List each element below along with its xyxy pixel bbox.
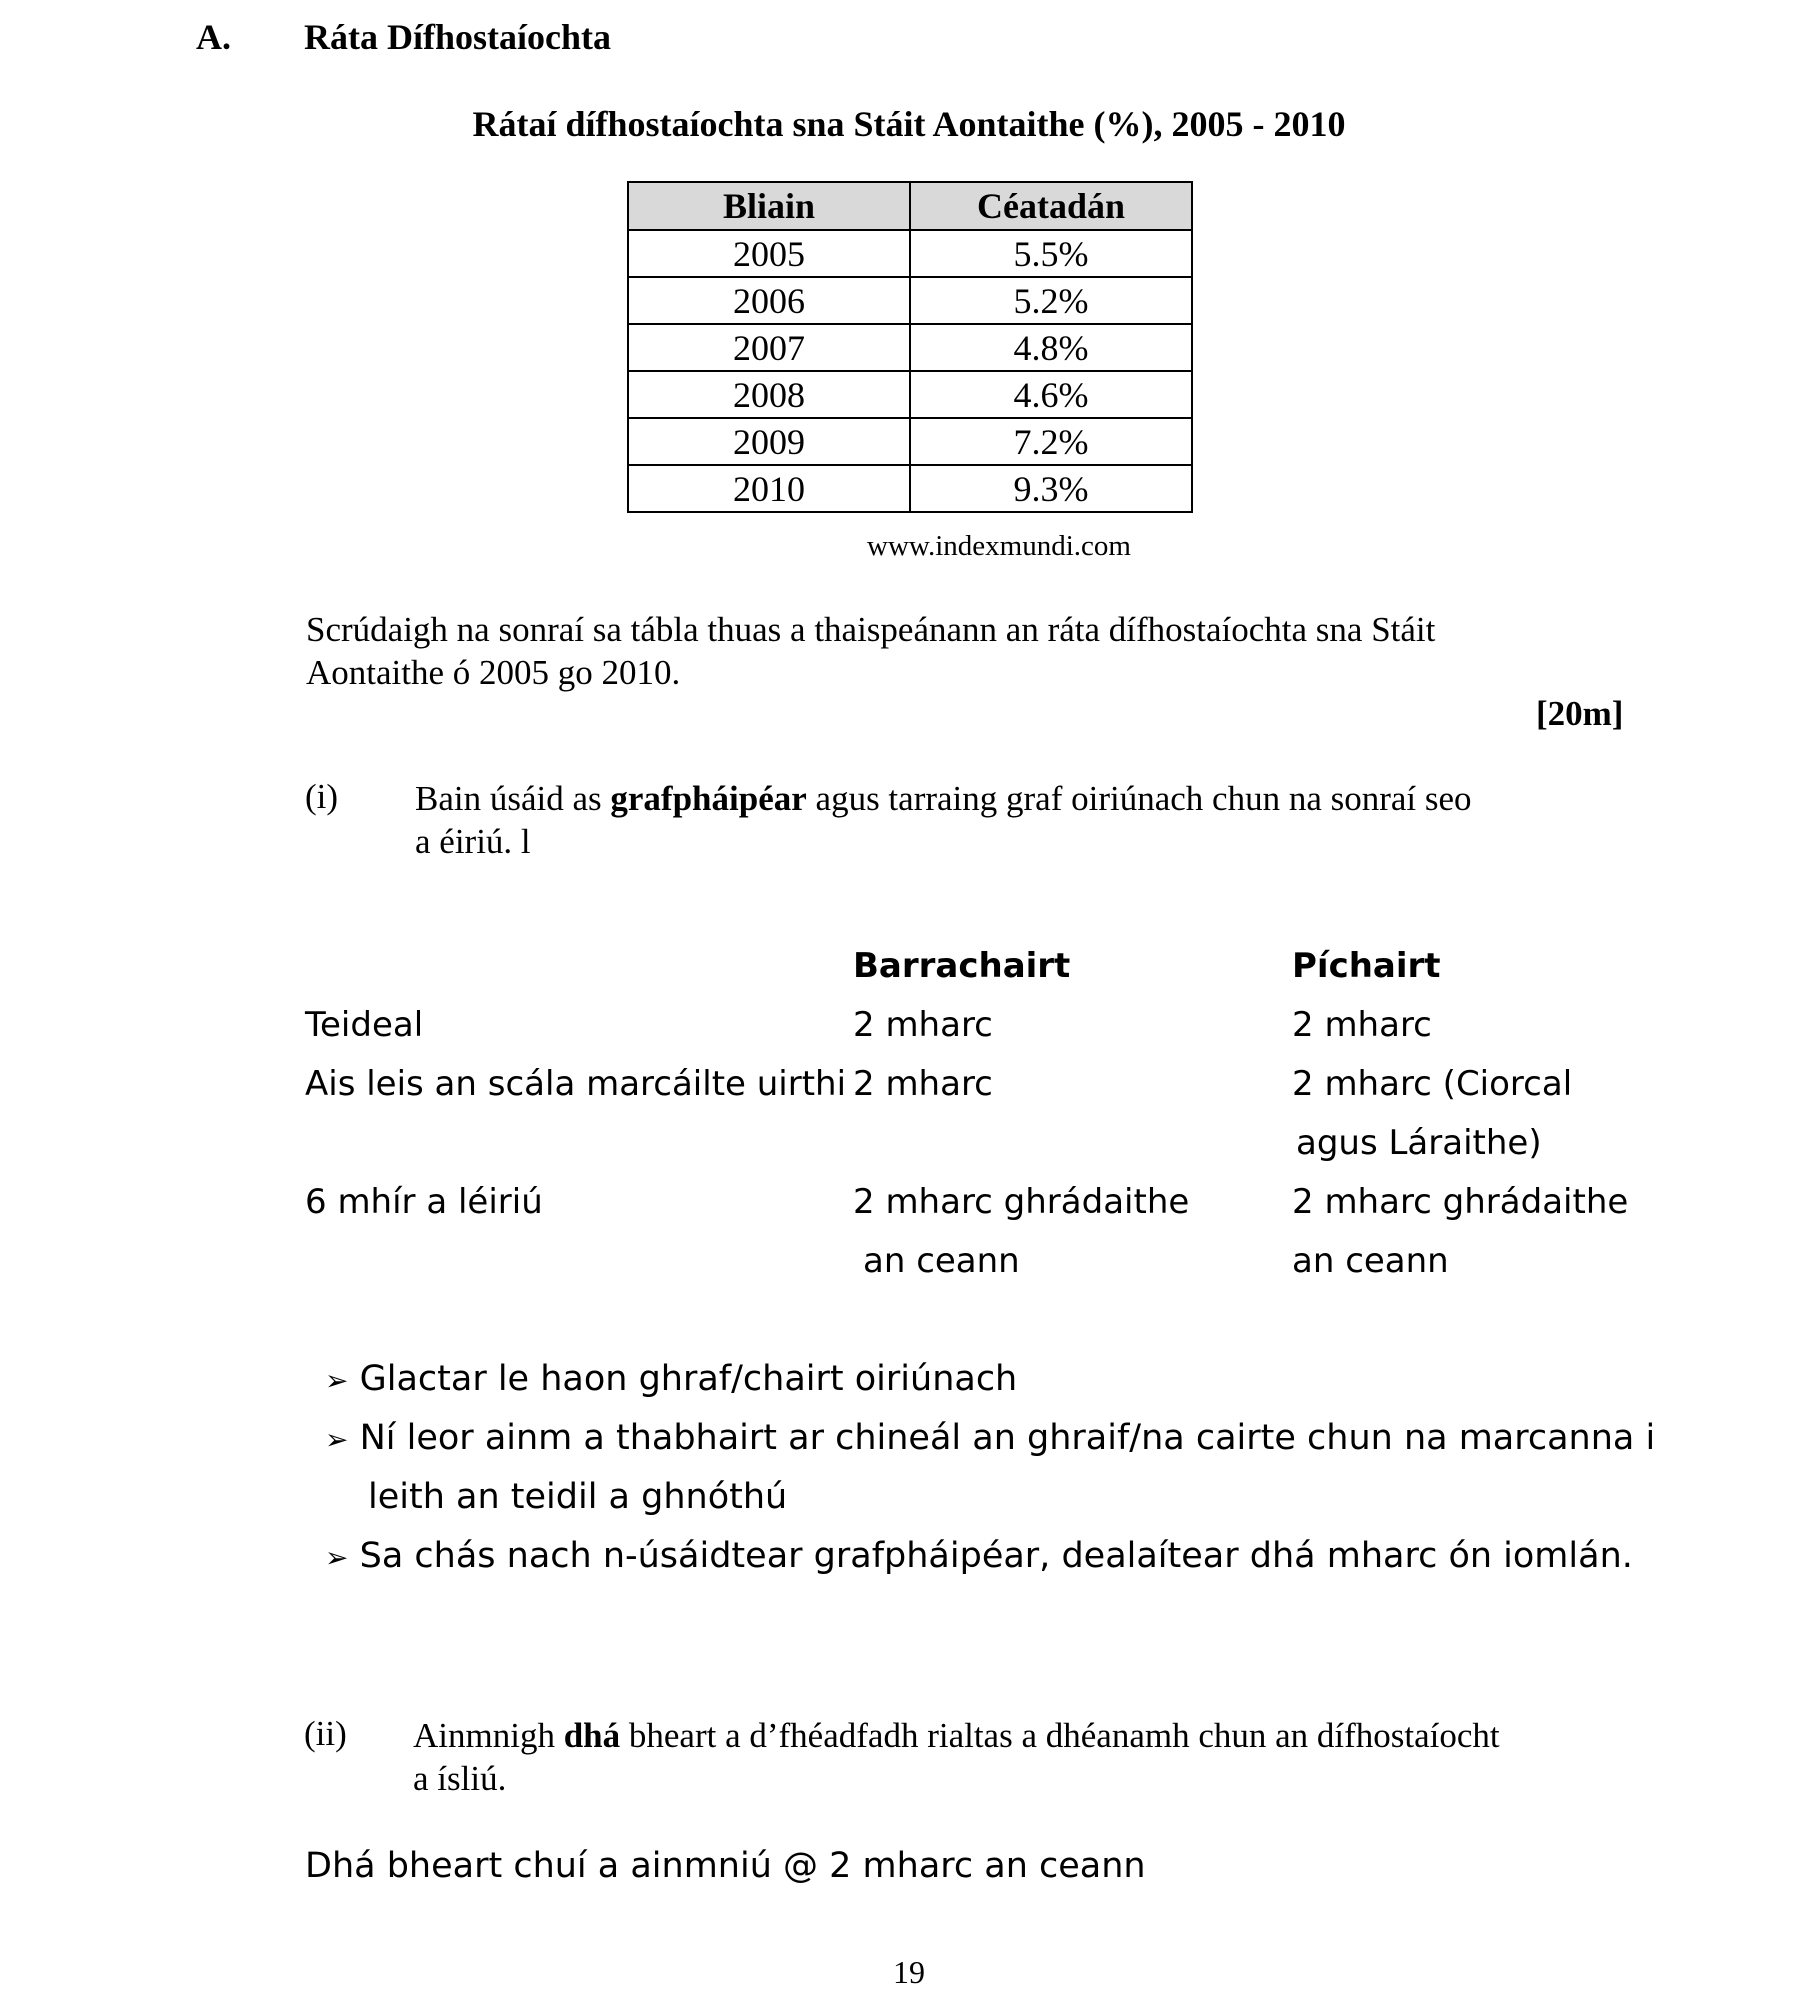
table-row xyxy=(628,465,1192,512)
percentage-cell: 7.2% xyxy=(910,418,1192,465)
question-i-line-2: a éiriú. l xyxy=(415,822,531,861)
year-cell: 2006 xyxy=(628,277,910,324)
bullet-text: Glactar le haon ghraf/chairt oiriúnach xyxy=(359,1359,1018,1399)
column-header-year: Bliain xyxy=(628,182,910,230)
question-i-text-before: Bain úsáid as xyxy=(415,779,611,818)
question-i-line-1 xyxy=(415,777,1615,820)
year-cell: 2008 xyxy=(628,371,910,418)
table-row xyxy=(628,418,1192,465)
percentage-cell: 4.8% xyxy=(910,324,1192,371)
question-i-number: (i) xyxy=(305,777,339,816)
question-i-text-after: agus tarraing graf oiriúnach chun na sonraí seo xyxy=(806,779,1472,818)
arrow-bullet-icon: ➢ xyxy=(325,1364,349,1397)
scheme-header-pie: Píchairt xyxy=(1292,946,1441,986)
question-ii-text xyxy=(413,1714,1613,1800)
percentage-cell: 4.6% xyxy=(910,371,1192,418)
answer-guideline: Dhá bheart chuí a ainmniú @ 2 mharc an ceann xyxy=(305,1846,1146,1886)
section-label: A. xyxy=(196,17,231,57)
scheme-pie-marks-cont: an ceann xyxy=(1292,1241,1449,1281)
scheme-row-label: 6 mhír a léiriú xyxy=(305,1182,543,1222)
bullet-item xyxy=(325,1535,1633,1579)
question-ii-line-1 xyxy=(413,1714,1613,1757)
scheme-bar-marks: 2 mharc xyxy=(853,1064,993,1104)
scheme-bar-marks-cont: an ceann xyxy=(863,1241,1020,1281)
question-i-text xyxy=(415,777,1615,863)
scheme-pie-marks: 2 mharc xyxy=(1292,1005,1432,1045)
table-header-row xyxy=(628,182,1192,230)
bullet-text: Ní leor ainm a thabhairt ar chineál an ghraif/na cairte chun na marcanna i xyxy=(359,1418,1656,1458)
percentage-cell: 5.2% xyxy=(910,277,1192,324)
year-cell: 2007 xyxy=(628,324,910,371)
question-ii-line-2: a ísliú. xyxy=(413,1759,507,1798)
question-ii-bold: dhá xyxy=(563,1716,621,1755)
section-title: Ráta Dífhostaíochta xyxy=(304,17,611,57)
year-cell: 2005 xyxy=(628,230,910,277)
scheme-header-bar: Barrachairt xyxy=(853,946,1071,986)
marks-total: [20m] xyxy=(1536,694,1624,733)
question-ii-number: (ii) xyxy=(304,1714,347,1753)
bullet-text-cont: leith an teidil a ghnóthú xyxy=(368,1477,788,1517)
intro-line-2: Aontaithe ó 2005 go 2010. xyxy=(306,653,681,692)
table-row xyxy=(628,230,1192,277)
unemployment-table xyxy=(627,181,1193,513)
arrow-bullet-icon: ➢ xyxy=(325,1541,349,1574)
percentage-cell: 5.5% xyxy=(910,230,1192,277)
bullet-text: Sa chás nach n-úsáidtear grafpháipéar, dealaítear dhá mharc ón iomlán. xyxy=(359,1536,1633,1576)
scheme-bar-marks: 2 mharc xyxy=(853,1005,993,1045)
page-number: 19 xyxy=(893,1954,925,1990)
intro-paragraph xyxy=(306,608,1606,694)
table-source: www.indexmundi.com xyxy=(867,530,1131,562)
table-row xyxy=(628,277,1192,324)
arrow-bullet-icon: ➢ xyxy=(325,1423,349,1456)
percentage-cell: 9.3% xyxy=(910,465,1192,512)
scheme-pie-marks: 2 mharc ghrádaithe xyxy=(1292,1182,1629,1222)
bullet-item xyxy=(325,1417,1655,1461)
table-title: Rátaí dífhostaíochta sna Stáit Aontaithe (%), 2005 - 2010 xyxy=(472,104,1346,144)
column-header-percentage: Céatadán xyxy=(910,182,1192,230)
question-ii-text-after: bheart a d’fhéadfadh rialtas a dhéanamh chun an dífhostaíocht xyxy=(620,1716,1500,1755)
question-ii-text-before: Ainmnigh xyxy=(413,1716,564,1755)
table-row xyxy=(628,371,1192,418)
scheme-row-label: Ais leis an scála marcáilte uirthi xyxy=(305,1064,847,1104)
year-cell: 2010 xyxy=(628,465,910,512)
scheme-bar-marks: 2 mharc ghrádaithe xyxy=(853,1182,1190,1222)
year-cell: 2009 xyxy=(628,418,910,465)
bullet-item xyxy=(325,1358,1017,1402)
scheme-pie-marks-cont: agus Láraithe) xyxy=(1296,1123,1542,1163)
scheme-pie-marks: 2 mharc (Ciorcal xyxy=(1292,1064,1573,1104)
table-row xyxy=(628,324,1192,371)
question-i-bold: grafpháipéar xyxy=(610,779,807,818)
scheme-row-label: Teideal xyxy=(305,1005,424,1045)
intro-line-1: Scrúdaigh na sonraí sa tábla thuas a thaispeánann an ráta dífhostaíochta sna Stáit xyxy=(306,610,1436,649)
